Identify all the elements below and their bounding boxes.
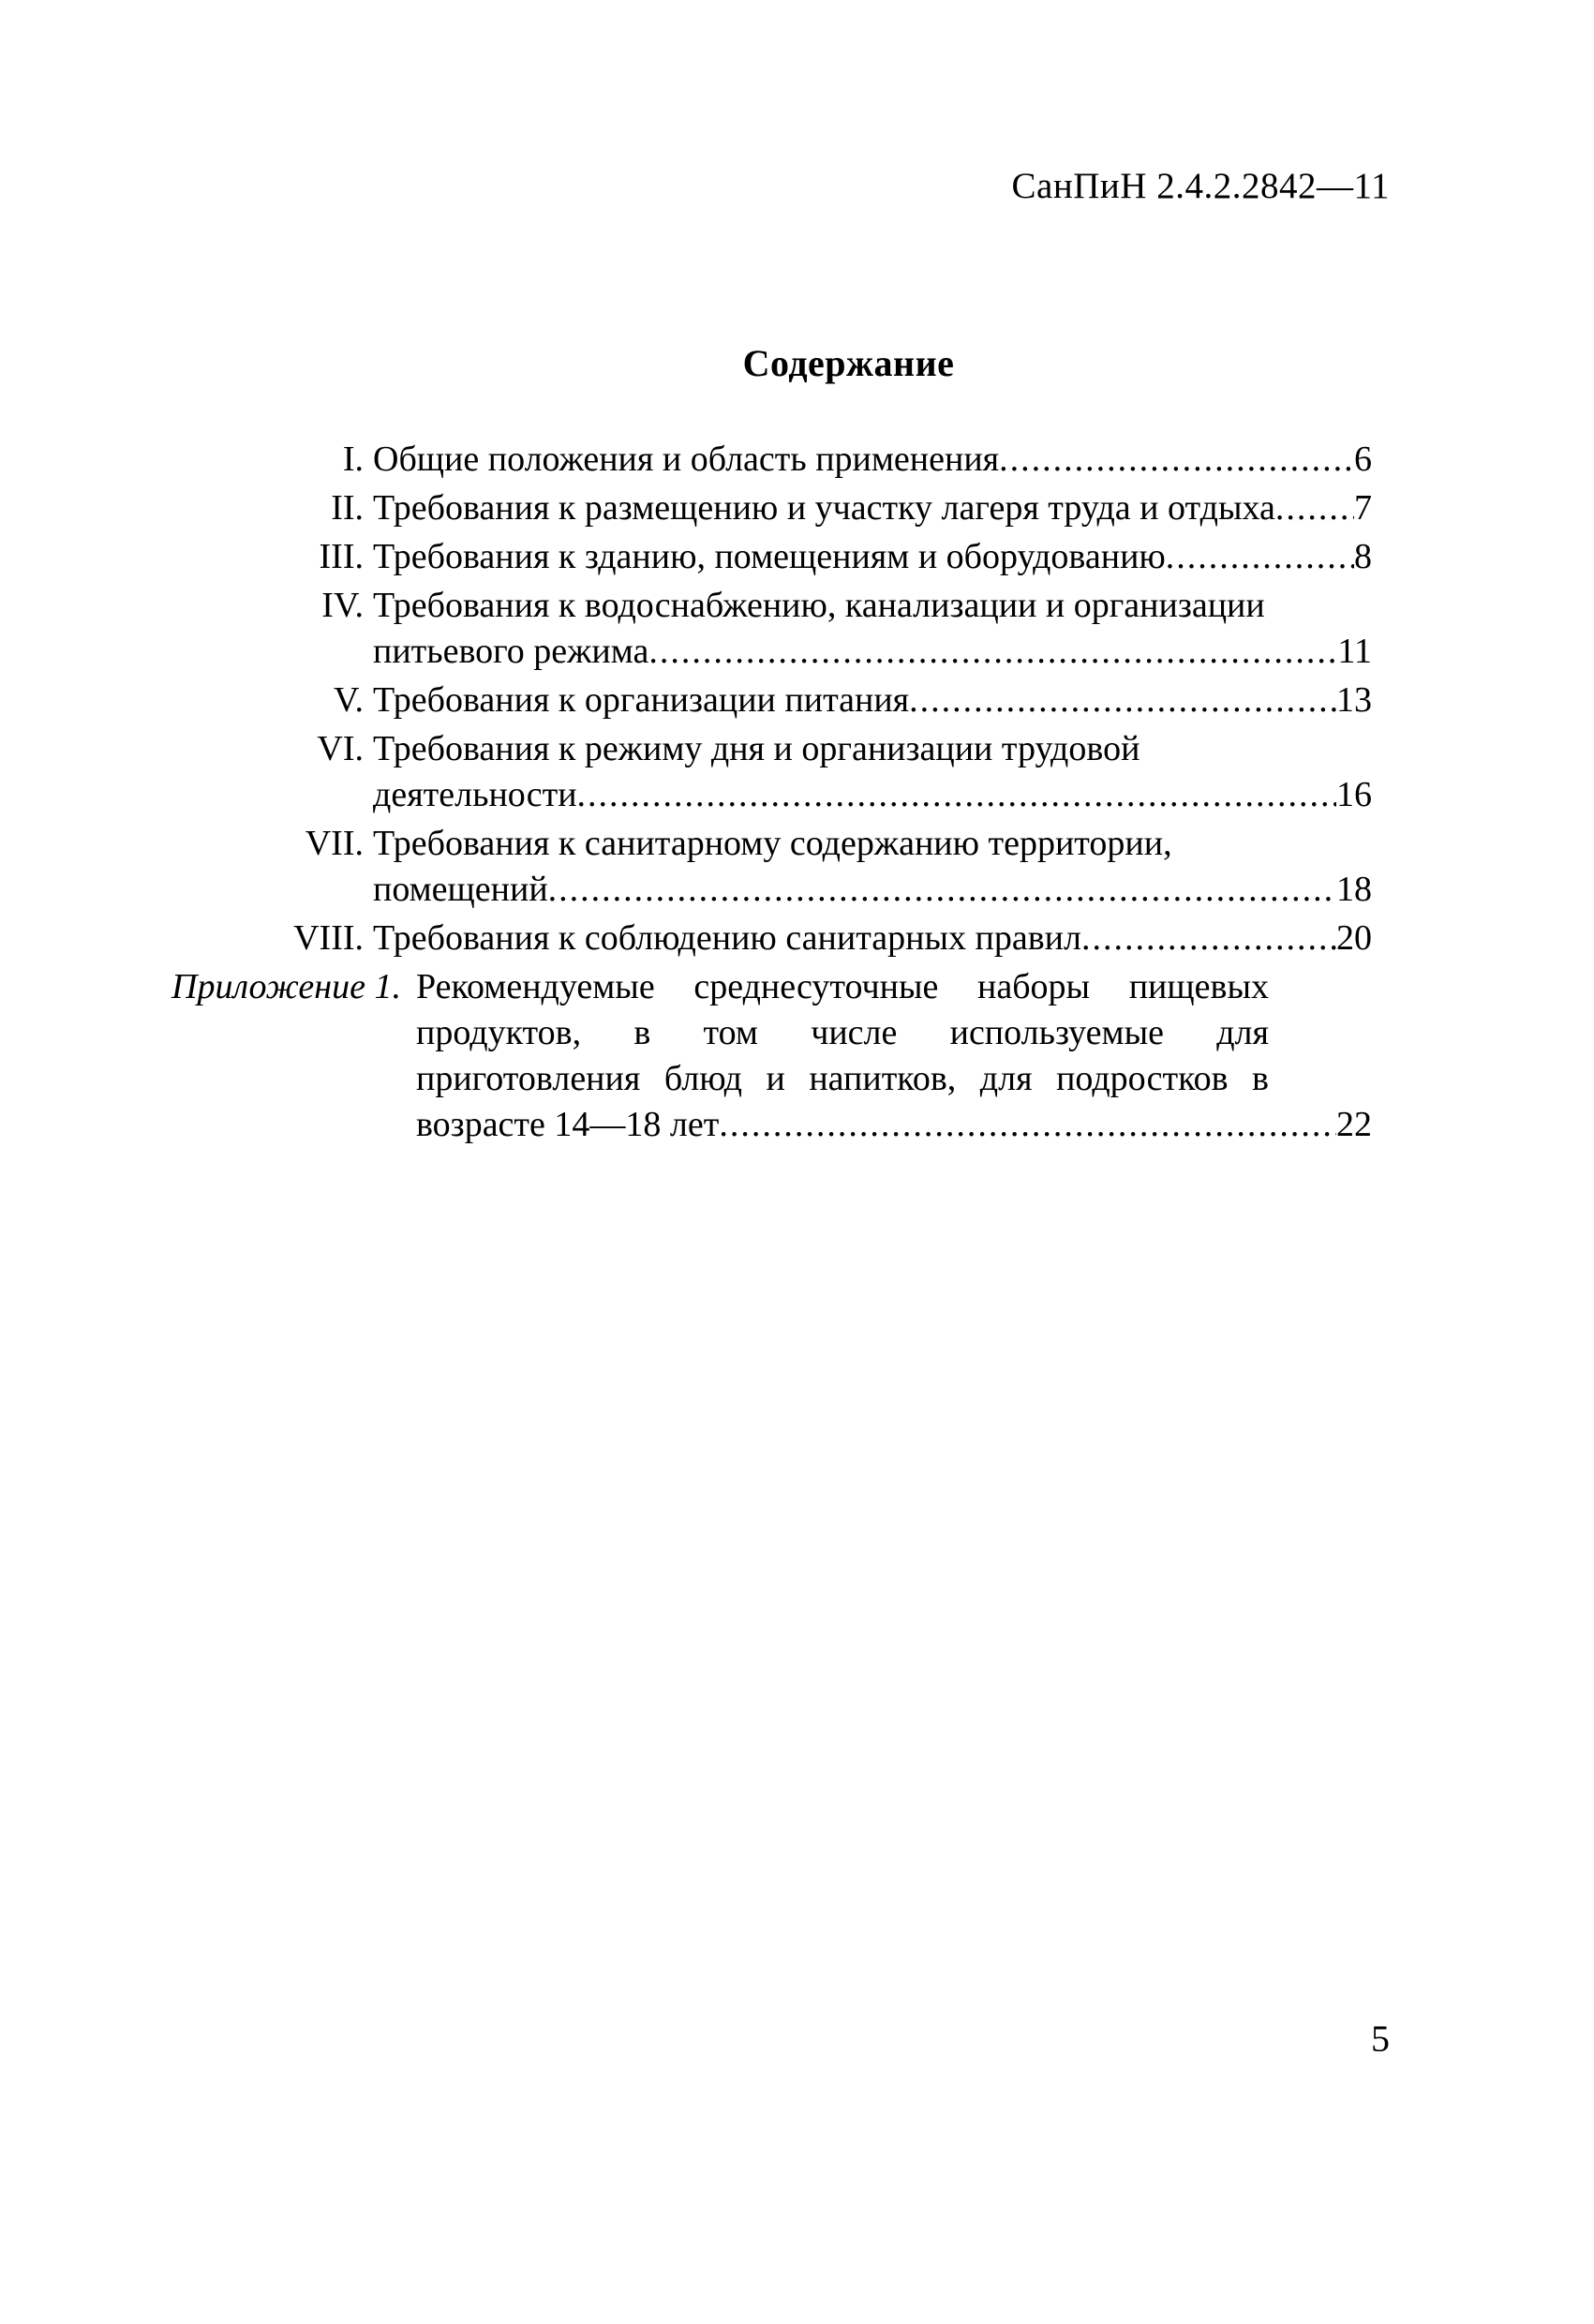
dot-leader [548, 867, 1336, 913]
toc-title: Содержание [742, 342, 955, 384]
toc-entry[interactable] [139, 678, 1372, 723]
toc-entry-leader-line [373, 916, 1372, 961]
toc-entry-page: 8 [1354, 537, 1372, 576]
toc-entry-leader-line [373, 678, 1372, 723]
toc-entry-title-end: деятельности [373, 775, 577, 814]
dot-leader [1166, 534, 1354, 580]
toc-entry-number: II. [331, 488, 364, 528]
dot-leader [648, 629, 1337, 675]
toc-entry-body [364, 583, 1372, 675]
toc-entry-title: Требования к соблюдению санитарных правил [373, 918, 1081, 958]
toc-entry-leader-line [373, 485, 1372, 531]
toc-entry-number: III. [319, 537, 364, 576]
dot-leader [1275, 485, 1354, 531]
toc-entry-title: Требования к зданию, помещениям и оборудованию [373, 537, 1166, 576]
toc-entry-number: IV. [321, 586, 364, 625]
document-code: СанПиН 2.4.2.2842—11 [1011, 166, 1390, 206]
toc-entry-body [364, 437, 1372, 483]
toc-entry-page: 16 [1336, 775, 1372, 814]
toc-entry-body [364, 726, 1372, 818]
toc-entry-page: 18 [1336, 870, 1372, 909]
appendix-page: 22 [1336, 1105, 1372, 1144]
page-number: 5 [1371, 2018, 1390, 2060]
toc-entry-number: V. [333, 680, 364, 720]
toc-entry-title-line: Требования к водоснабжению, канализации и организации [373, 586, 1265, 625]
toc-entry-body [364, 916, 1372, 961]
toc-entry-number: I. [342, 439, 364, 479]
toc-entry-leader-line [373, 437, 1372, 483]
toc-entry[interactable] [139, 583, 1372, 675]
toc-entry-number: VIII. [293, 918, 364, 958]
toc-entry-leader-line [373, 534, 1372, 580]
toc-entry-title-end: помещений [373, 870, 548, 909]
toc-entry-number: VI. [317, 729, 364, 768]
toc-entry-page: 11 [1337, 632, 1372, 671]
toc-entry[interactable] [139, 916, 1372, 961]
toc-entry[interactable] [139, 534, 1372, 580]
toc-entry-page: 6 [1354, 439, 1372, 479]
toc-entry-leader-line [373, 772, 1372, 818]
dot-leader [999, 437, 1354, 483]
toc-entry-body [364, 678, 1372, 723]
toc-entry[interactable] [139, 485, 1372, 531]
dot-leader [909, 678, 1336, 723]
toc-entry[interactable] [139, 726, 1372, 818]
toc-entry-page: 20 [1336, 918, 1372, 958]
toc-entry-title: Требования к организации питания [373, 680, 910, 720]
appendix-body [401, 964, 1372, 1148]
toc-entry-leader-line [373, 629, 1372, 675]
toc-appendix-entry[interactable] [139, 964, 1372, 1148]
toc-entry-body [364, 534, 1372, 580]
toc-entry-body [364, 485, 1372, 531]
toc-entry-body [364, 821, 1372, 913]
toc-entry-page: 7 [1354, 488, 1372, 528]
toc-entry-page: 13 [1336, 680, 1372, 720]
toc-entry-title: Требования к размещению и участку лагеря труда и отдыха [373, 488, 1275, 528]
appendix-leader-line [416, 1102, 1372, 1148]
toc-entry-title: Общие положения и область применения [373, 439, 1000, 479]
appendix-title-line: продуктов, в том числе используемые для [416, 1013, 1269, 1052]
toc-entry-title-line: Требования к санитарному содержанию территории, [373, 824, 1172, 863]
toc-entry-title-end: питьевого режима [373, 632, 649, 671]
toc-entry[interactable] [139, 821, 1372, 913]
dot-leader [719, 1102, 1336, 1148]
toc-entry-number: VII. [305, 824, 364, 863]
toc-entry[interactable] [139, 437, 1372, 483]
appendix-label: Приложение 1. [171, 967, 401, 1006]
appendix-title-line: приготовления блюд и напитков, для подростков в [416, 1059, 1269, 1098]
dot-leader [1081, 916, 1336, 961]
toc-entry-title-line: Требования к режиму дня и организации трудовой [373, 729, 1140, 768]
dot-leader [577, 772, 1336, 818]
toc-entry-leader-line [373, 867, 1372, 913]
table-of-contents [139, 437, 1372, 1151]
appendix-title-line: Рекомендуемые среднесуточные наборы пищевых [416, 967, 1269, 1006]
appendix-title-end: возрасте 14—18 лет [416, 1105, 720, 1144]
